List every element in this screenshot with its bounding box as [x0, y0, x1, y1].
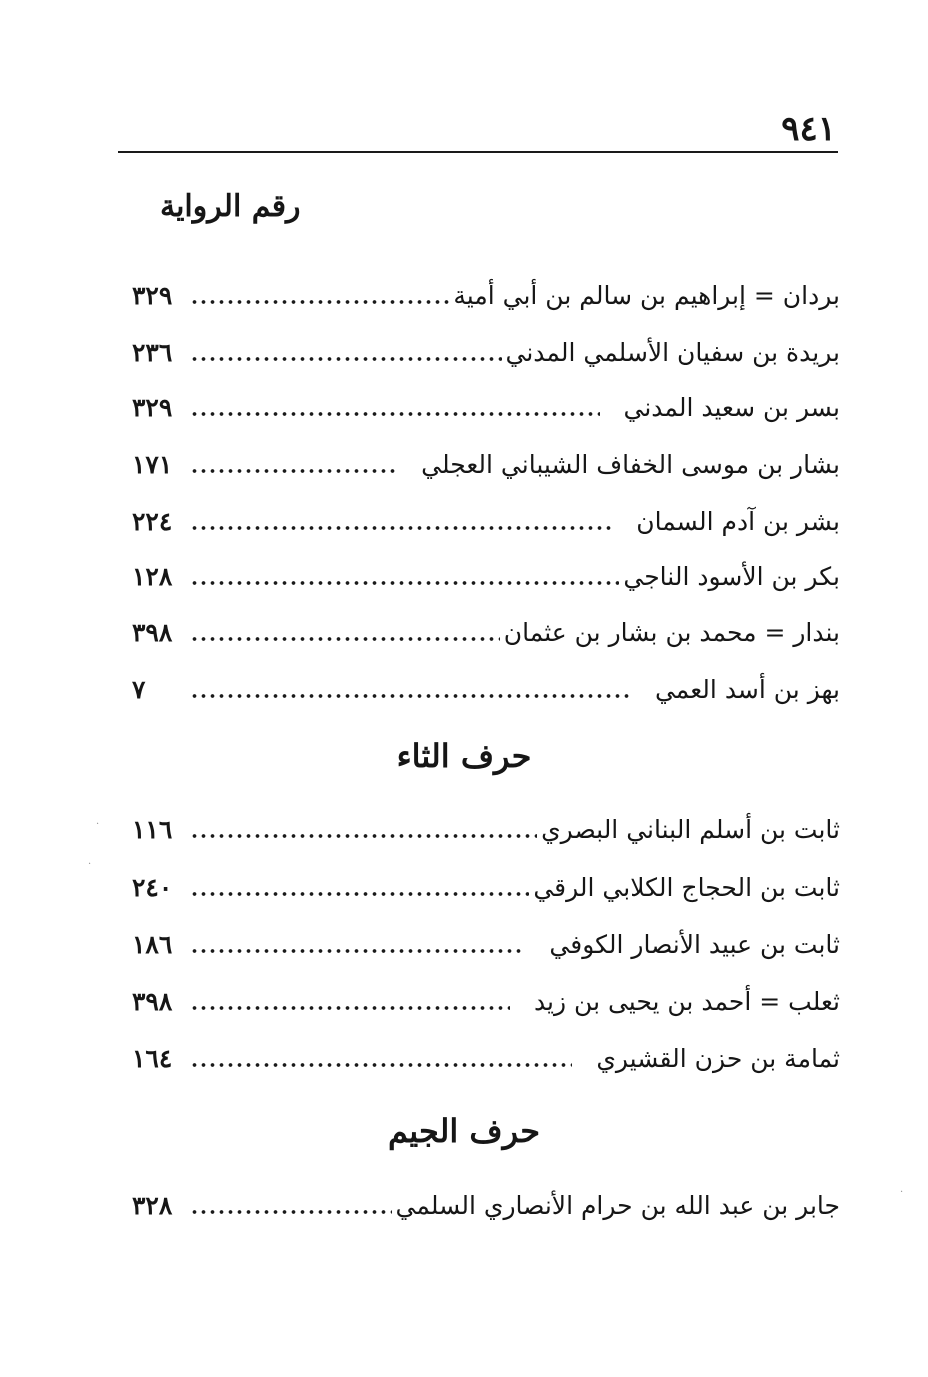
- entry-name: بشار بن موسى الخفاف الشيباني العجلي: [421, 450, 840, 479]
- entry-name: ثابت بن الحجاج الكلابي الرقي: [533, 873, 840, 902]
- scan-speck: ·: [96, 819, 100, 830]
- scan-speck: ·: [88, 859, 92, 870]
- scan-speck: ·: [900, 1187, 904, 1198]
- entry-name: بسر بن سعيد المدني: [623, 393, 840, 422]
- page-number: ٩٤١: [781, 109, 836, 149]
- header-rule: [118, 151, 838, 153]
- entry-name: ثمامة بن حزن القشيري: [596, 1044, 840, 1073]
- leader-dots: [190, 636, 500, 642]
- index-entry: [132, 982, 840, 1022]
- entry-number: ١٧١: [132, 450, 173, 479]
- leader-dots: [190, 891, 529, 897]
- entry-name: بريدة بن سفيان الأسلمي المدني: [505, 338, 840, 367]
- entry-number: ٣٢٩: [132, 281, 173, 310]
- entry-number: ١٦٤: [132, 1044, 173, 1073]
- entry-number: ١٢٨: [132, 562, 173, 591]
- section-title: حرف الثاء: [396, 737, 532, 775]
- entry-number: ١٨٦: [132, 930, 173, 959]
- index-entry: [132, 868, 840, 908]
- entry-number: ٣٢٨: [132, 1191, 173, 1220]
- entry-number: ٣٢٩: [132, 393, 173, 422]
- index-entry: [132, 388, 840, 428]
- entry-number: ٢٢٤: [132, 507, 173, 536]
- index-entry: [132, 333, 840, 373]
- entry-number: ٢٣٦: [132, 338, 173, 367]
- index-entry: [132, 1039, 840, 1079]
- index-entry: [132, 613, 840, 653]
- leader-dots: [190, 948, 525, 954]
- index-entry: [132, 670, 840, 710]
- leader-dots: [190, 525, 612, 531]
- leader-dots: [190, 299, 449, 305]
- leader-dots: [190, 580, 619, 586]
- leader-dots: [190, 411, 600, 417]
- section-title: حرف الجيم: [388, 1112, 540, 1150]
- entry-name: جابر بن عبد الله بن حرام الأنصاري السلمي: [395, 1191, 840, 1220]
- leader-dots: [190, 356, 502, 362]
- entry-number: ٣٩٨: [132, 618, 173, 647]
- index-entry: [132, 276, 840, 316]
- leader-dots: [190, 833, 537, 839]
- leader-dots: [190, 1209, 392, 1215]
- index-entry: [132, 925, 840, 965]
- index-entry: [132, 502, 840, 542]
- entry-number: ٢٤٠: [132, 873, 173, 902]
- index-entry: [132, 445, 840, 485]
- leader-dots: [190, 468, 397, 474]
- leader-dots: [190, 693, 631, 699]
- leader-dots: [190, 1005, 510, 1011]
- column-heading: رقم الرواية: [160, 189, 301, 224]
- entry-name: بردان = إبراهيم بن سالم بن أبي أمية: [453, 281, 840, 310]
- entry-number: ١١٦: [132, 815, 173, 844]
- entry-name: بندار = محمد بن بشار بن عثمان: [503, 618, 840, 647]
- index-entry: [132, 810, 840, 850]
- index-entry: [132, 557, 840, 597]
- entry-name: ثعلب = أحمد بن يحيى بن زيد: [533, 987, 840, 1016]
- entry-number: ٧: [132, 675, 146, 704]
- entry-name: بهز بن أسد العمي: [654, 675, 840, 704]
- entry-name: بكر بن الأسود الناجي: [623, 562, 840, 591]
- entry-name: ثابت بن أسلم البناني البصري: [541, 815, 840, 844]
- entry-name: ثابت بن عبيد الأنصار الكوفي: [549, 930, 840, 959]
- leader-dots: [190, 1062, 572, 1068]
- index-entry: [132, 1186, 840, 1226]
- entry-name: بشر بن آدم السمان: [636, 507, 840, 536]
- entry-number: ٣٩٨: [132, 987, 173, 1016]
